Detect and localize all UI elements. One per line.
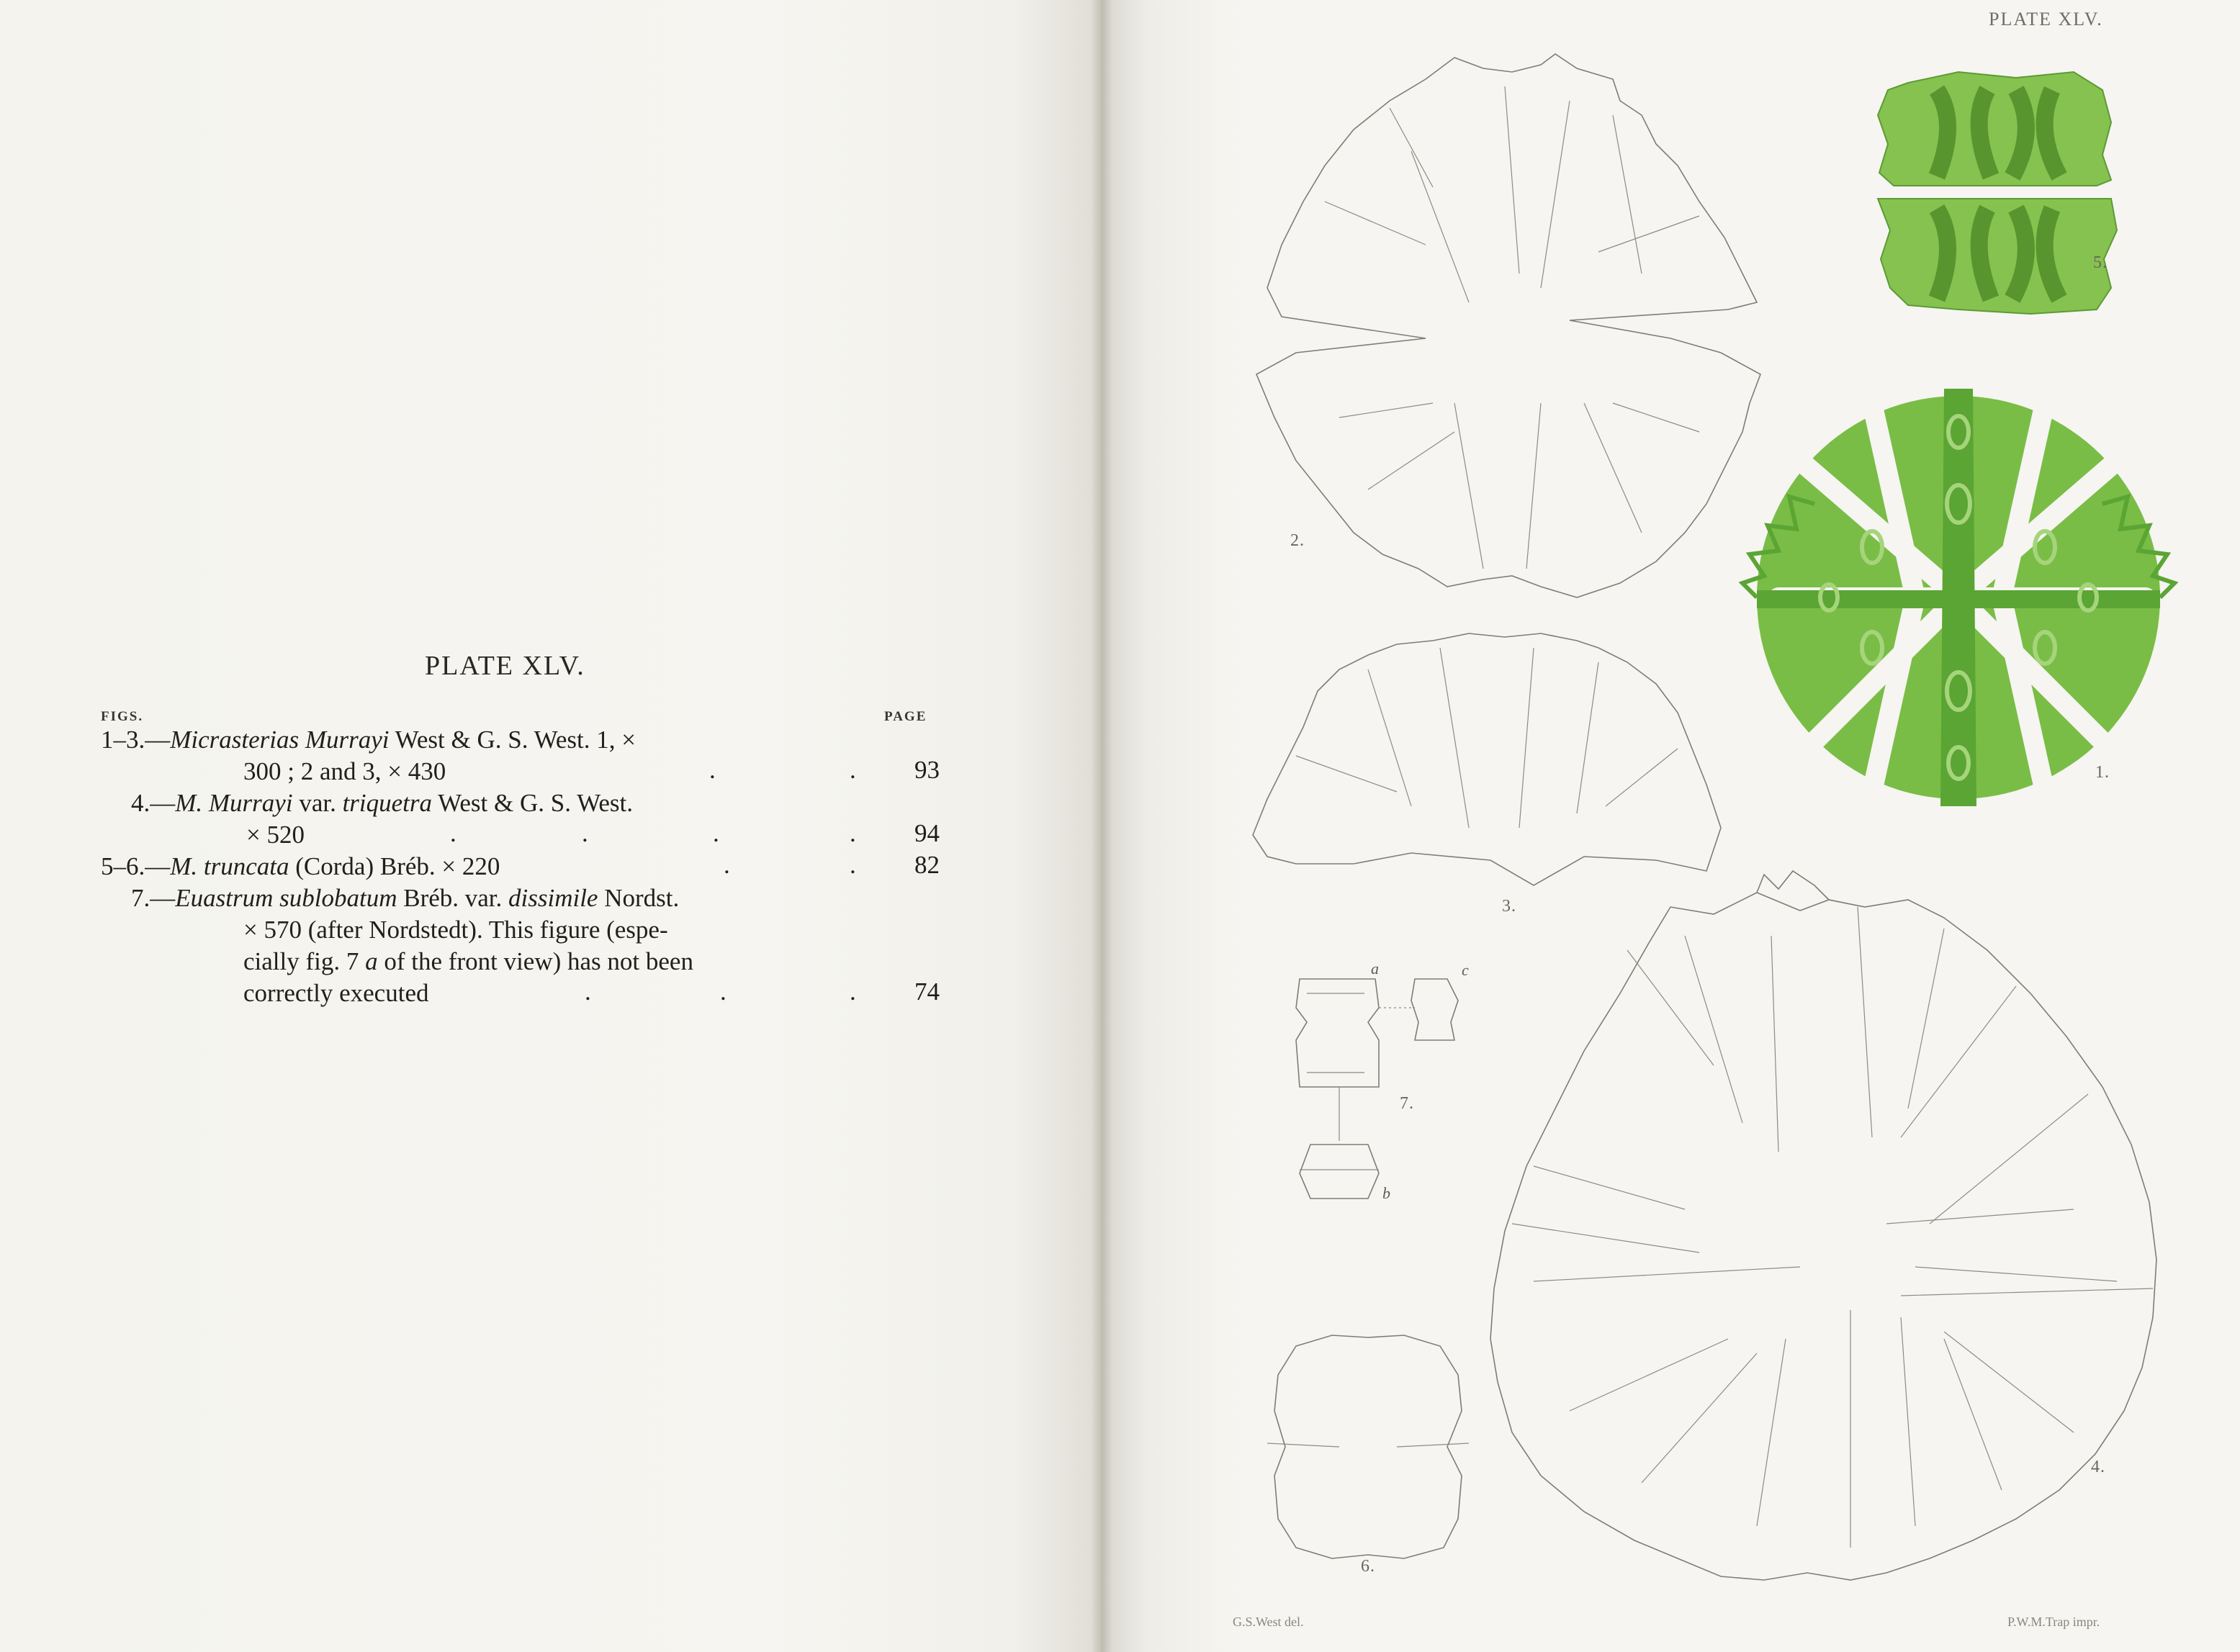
figure-number-7: 7. (1400, 1094, 1414, 1113)
leader-dot: . (709, 756, 716, 784)
figure-7-sketches (1296, 979, 1458, 1199)
leader-dot: . (582, 819, 588, 847)
leader-dot: . (850, 978, 856, 1006)
entry-4-line3-b: of the front view) has not been (377, 947, 693, 975)
leader-dot: . (713, 819, 719, 847)
entry-3-author: (Corda) Bréb. × 220 (289, 852, 500, 880)
page-column-header: PAGE (884, 709, 927, 724)
entry-2-variety: triquetra (342, 789, 433, 817)
entry-2-mid: var. (292, 789, 343, 817)
entry-1-author: West & G. S. West. 1, × (389, 726, 636, 754)
leader-dot: . (850, 851, 856, 879)
plate-label: PLATE XLV. (1989, 9, 2103, 30)
leader-dot: . (720, 978, 727, 1006)
figure-number-1: 1. (2095, 763, 2110, 782)
entry-3-species: M. truncata (170, 852, 289, 880)
figure-2-outline (1256, 54, 1760, 597)
entry-2-page: 94 (914, 819, 940, 847)
leader-dot: . (724, 851, 730, 879)
entry-3-num: 5–6.— (101, 852, 171, 880)
entry-2-num: 4.— (131, 789, 176, 817)
entry-4-line2: × 570 (after Nordstedt). This figure (espe- (243, 916, 668, 944)
entry-2-line2: × 520 (246, 821, 305, 849)
figure-3-outline (1253, 633, 1721, 885)
figure-number-5: 5. (2093, 253, 2108, 272)
entry-1-page: 93 (914, 756, 940, 784)
figure-number-2: 2. (1290, 531, 1305, 550)
figs-column-header: FIGS. (101, 709, 144, 724)
figure-7-label-b: b (1382, 1184, 1390, 1202)
entry-4-line4: correctly executed (243, 979, 429, 1007)
entry-4-num: 7.— (131, 884, 176, 912)
leader-dot: . (850, 819, 856, 847)
entry-4-variety: dissimile (508, 884, 598, 912)
figure-number-6: 6. (1361, 1557, 1375, 1576)
leader-dot: . (585, 978, 591, 1006)
figure-7-label-a: a (1371, 960, 1379, 978)
entry-4-line3-a: cially fig. 7 (243, 947, 366, 975)
entry-4-page: 74 (914, 978, 940, 1006)
entry-3-page: 82 (914, 851, 940, 879)
entry-1-line2: 300 ; 2 and 3, × 430 (243, 757, 446, 785)
leader-dot: . (850, 756, 856, 784)
figure-4-outline (1490, 871, 2156, 1580)
plate-heading: PLATE XLV. (425, 651, 585, 681)
figure-7-label-c: c (1462, 961, 1469, 979)
figure-6-outline (1267, 1335, 1469, 1558)
entry-4-species: Euastrum sublobatum (175, 884, 397, 912)
figure-1-cell (1742, 389, 2174, 806)
leader-dot: . (450, 819, 456, 847)
entry-1-num: 1–3.— (101, 726, 171, 754)
entry-4-mid: Bréb. var. (397, 884, 509, 912)
entry-2-author: West & G. S. West. (432, 789, 633, 817)
figure-number-4: 4. (2091, 1458, 2105, 1476)
entry-2-species: M. Murrayi (175, 789, 293, 817)
entry-4-line3-italic: a (365, 947, 378, 975)
figure-number-3: 3. (1502, 897, 1516, 916)
figure-5-cell (1878, 72, 2117, 314)
entry-1-species: Micrasterias Murrayi (170, 726, 390, 754)
printer-credit: P.W.M.Trap impr. (2007, 1615, 2100, 1629)
artist-credit: G.S.West del. (1233, 1615, 1304, 1629)
entry-4-author: Nordst. (598, 884, 680, 912)
